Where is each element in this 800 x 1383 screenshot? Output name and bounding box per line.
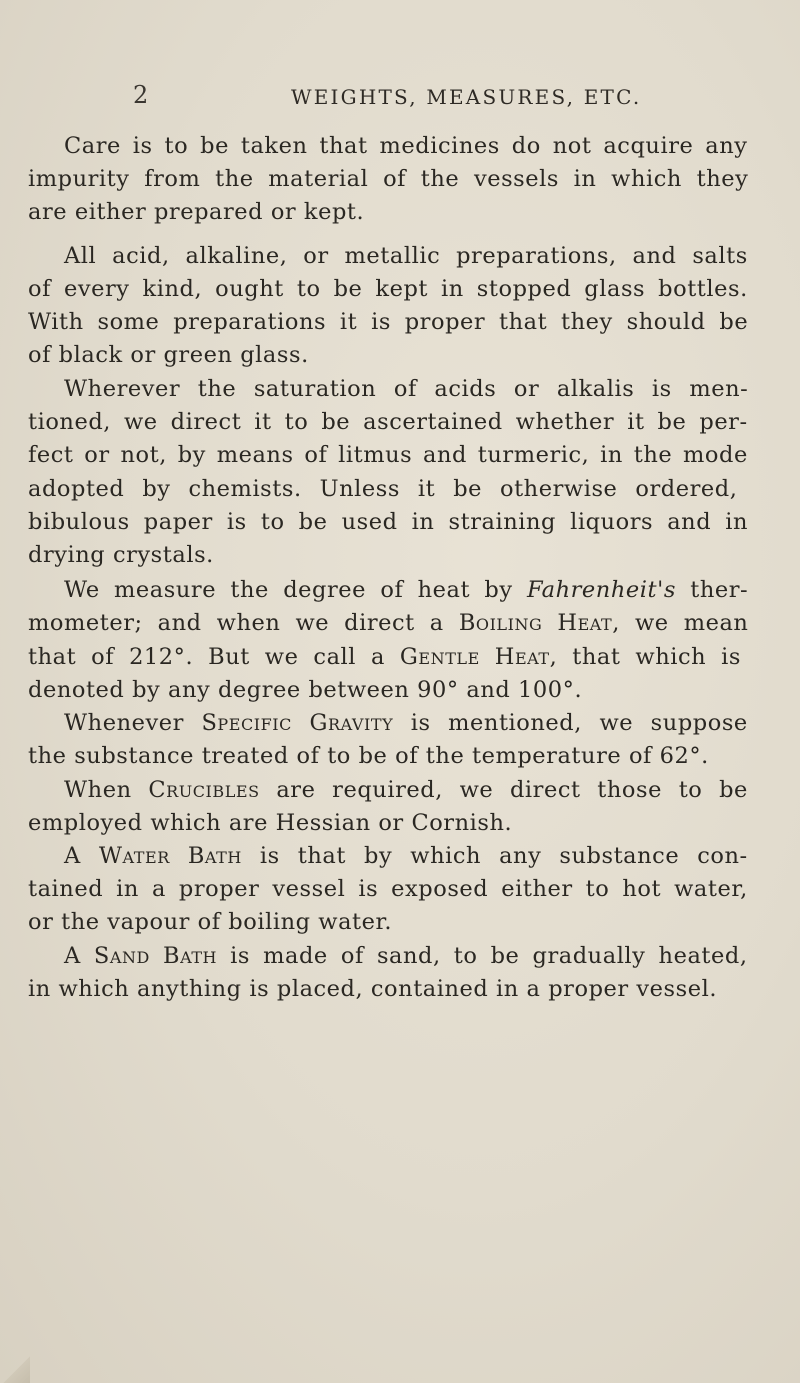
text-segment: When — [64, 777, 149, 803]
text-segment: drying crystals. — [28, 542, 214, 568]
text-segment: Boiling Heat — [458, 610, 613, 636]
text-segment: Fahrenheit's — [526, 577, 676, 603]
text-line — [28, 539, 214, 571]
text-segment: in which anything is placed, contained in a proper vessel. — [28, 976, 718, 1002]
text-segment: impurity from the material of the vessels in which they — [28, 166, 749, 192]
text-segment: is that by which any substance con- — [241, 843, 748, 869]
text-line — [64, 373, 748, 405]
text-segment: are required, we direct those to be — [259, 777, 748, 803]
text-line — [28, 439, 748, 471]
text-segment: are either prepared or kept. — [28, 199, 365, 225]
text-line — [64, 940, 748, 972]
text-segment: tioned, we direct it to be ascertained whether it be per- — [28, 409, 748, 435]
text-segment: bibulous paper is to be used in straining liquors and in — [28, 509, 749, 535]
page-header — [0, 80, 800, 120]
text-line — [28, 406, 748, 438]
text-segment: employed which are Hessian or Cornish. — [28, 810, 513, 836]
text-line — [28, 674, 582, 706]
text-segment: Crucibles — [148, 777, 260, 803]
text-segment: A — [64, 843, 99, 869]
text-line — [28, 473, 737, 505]
text-segment: Water Bath — [98, 843, 242, 869]
page-number: 2 — [133, 81, 149, 109]
text-segment: that of 212°. But we call a — [28, 644, 400, 670]
text-line — [28, 273, 748, 305]
page-corner-fold — [0, 1353, 30, 1383]
text-segment: Gentle Heat — [399, 644, 550, 670]
text-segment: mometer; and when we direct a — [28, 610, 459, 636]
text-segment: We measure the degree of heat by — [64, 577, 527, 603]
text-line — [64, 707, 748, 739]
text-segment: ther- — [675, 577, 749, 603]
text-line — [28, 906, 392, 938]
text-segment: A — [64, 943, 94, 969]
text-segment: Wherever the saturation of acids or alkalis is men- — [64, 376, 749, 402]
text-line — [28, 339, 309, 371]
text-line — [28, 973, 717, 1005]
text-segment: is made of sand, to be gradually heated, — [217, 943, 748, 969]
text-line — [64, 240, 748, 272]
text-line — [28, 740, 709, 772]
text-segment: the substance treated of to be of the temperature of 62°. — [28, 743, 709, 769]
text-segment: Whenever — [64, 710, 202, 736]
text-line — [28, 306, 748, 338]
text-segment: or the vapour of boiling water. — [28, 909, 393, 935]
text-segment: adopted by chemists. Unless it be otherwise ordered, — [28, 476, 738, 502]
text-line — [64, 130, 748, 162]
text-segment: , we mean — [612, 610, 749, 636]
text-line — [28, 873, 748, 905]
text-segment: fect or not, by means of litmus and turmeric, in the mode — [28, 442, 748, 468]
text-line — [64, 774, 748, 806]
text-segment: All acid, alkaline, or metallic preparations, and salts — [64, 243, 748, 269]
text-line — [28, 641, 741, 673]
text-line — [64, 574, 748, 606]
running-head: WEIGHTS, MEASURES, ETC. — [291, 85, 642, 109]
text-line — [64, 840, 748, 872]
text-segment: is mentioned, we suppose — [393, 710, 748, 736]
text-line — [28, 196, 364, 228]
text-line — [28, 163, 748, 195]
text-segment: , that which is — [549, 644, 742, 670]
text-segment: Specific Gravity — [201, 710, 394, 736]
text-line — [28, 506, 748, 538]
text-segment: of black or green glass. — [28, 342, 309, 368]
text-line — [28, 807, 512, 839]
text-line — [28, 607, 748, 639]
text-segment: of every kind, ought to be kept in stopped glass bottles. — [28, 276, 748, 302]
text-segment: tained in a proper vessel is exposed either to hot water, — [28, 876, 748, 902]
text-segment: With some preparations it is proper that they should be — [28, 309, 749, 335]
text-segment: denoted by any degree between 90° and 100°. — [28, 677, 583, 703]
text-segment: Care is to be taken that medicines do not acquire any — [64, 133, 748, 159]
text-segment: Sand Bath — [93, 943, 218, 969]
